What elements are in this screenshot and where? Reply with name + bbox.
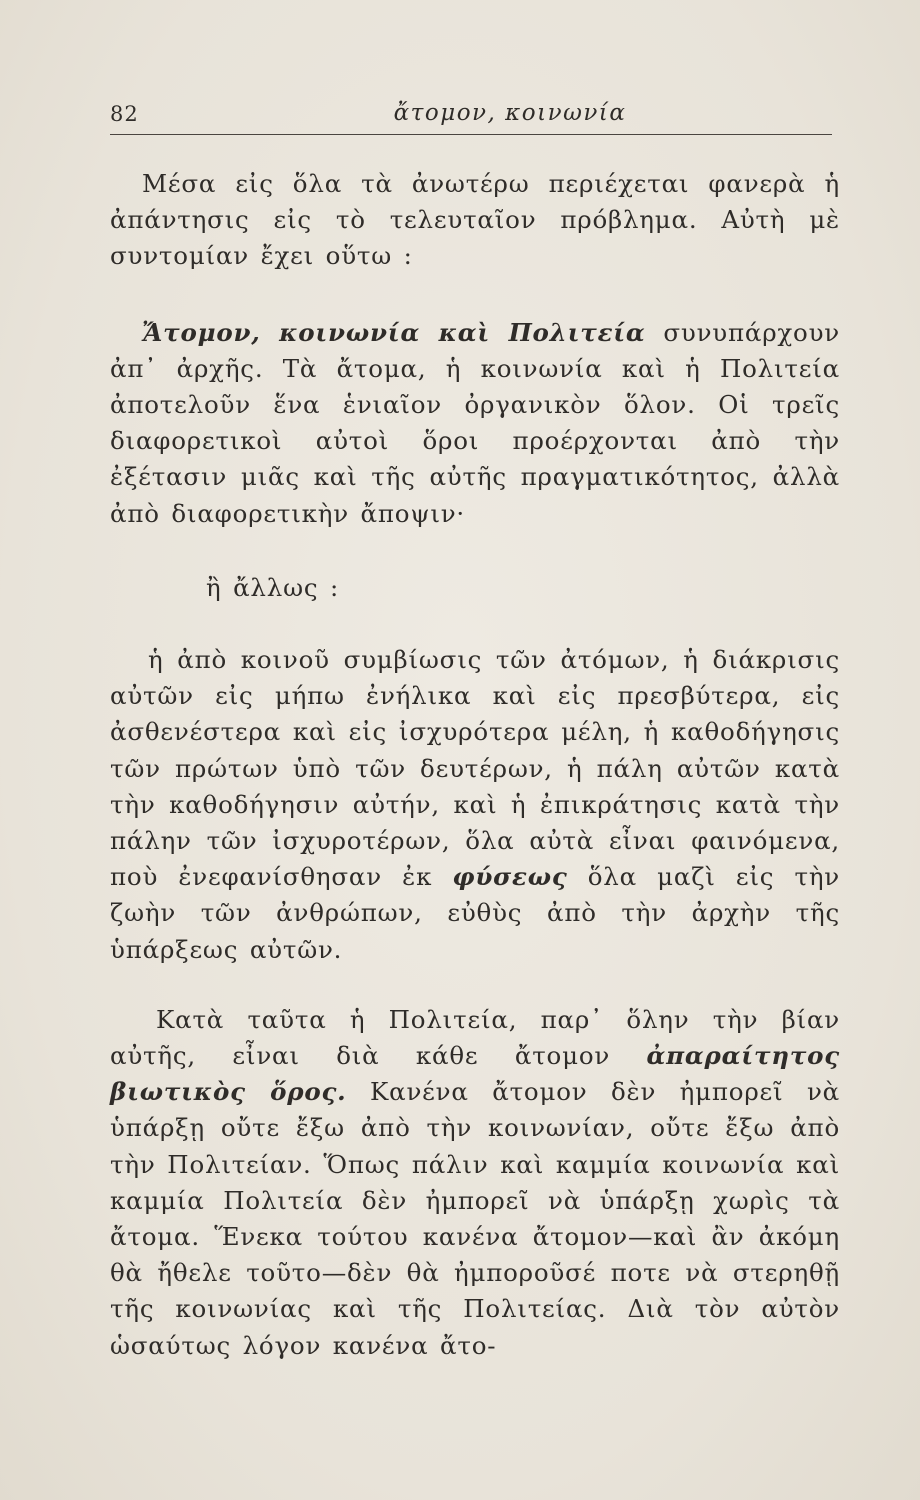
- paragraph-2-text: συνυπάρχουν ἀπ᾽ ἀρχῆς. Τὰ ἄτομα, ἡ κοινωνία καὶ ἡ Πολιτεία ἀποτελοῦν ἕνα ἑνιαῖον ὀργανικὸν ὅλον. Οἱ τρεῖς διαφορετικοὶ αὐτοὶ ὅροι προέρχονται ἀπὸ τὴν ἐξέτασιν μιᾶς καὶ τῆς αὐτῆς πραγματικότητος, ἀλλὰ ἀπὸ διαφορετικὴν ἄποψιν·: [110, 317, 840, 528]
- paragraph-3: ἢ ἄλλως :: [206, 572, 340, 602]
- paragraph-2: [110, 315, 840, 532]
- paragraph-5-text-b: Κανένα ἄτομον δὲν ἠμπορεῖ νὰ ὑπάρξῃ οὔτε ἔξω ἀπὸ τὴν κοινωνίαν, οὔτε ἔξω ἀπὸ τὴν Πολιτείαν. Ὅπως πάλιν καὶ καμμία κοινωνία καὶ καμμία Πολιτεία δὲν ἠμπορεῖ νὰ ὑπάρξῃ χωρὶς τὰ ἄτομα. Ἕνεκα τούτου κανένα ἄτομον—καὶ ἂν ἀκόμη θὰ ἤθελε τοῦτο—δὲν θὰ ἠμποροῦσέ ποτε νὰ στερηθῇ τῆς κοινωνίας καὶ τῆς Πολιτείας. Διὰ τὸν αὐτὸν ὡσαύτως λόγον κανένα ἄτο-: [110, 1077, 841, 1360]
- paragraph-4-emphasis: φύσεως: [452, 862, 568, 892]
- paragraph-2-emphasis: Ἄτομον, κοινωνία καὶ Πολιτεία: [142, 317, 646, 347]
- paragraph-1: Μέσα εἰς ὅλα τὰ ἀνωτέρω περιέχεται φανερὰ ἡ ἀπάντησις εἰς τὸ τελευταῖον πρόβλημα. Αὐτὴ μὲ συντομίαν ἔχει οὕτω :: [110, 169, 840, 271]
- paragraph-5: [110, 1002, 840, 1364]
- body-text: [110, 166, 840, 1364]
- running-title: ἄτομον, κοινωνία: [393, 100, 627, 126]
- paragraph-5-text-a: Κατὰ ταῦτα ἡ Πολιτεία, παρ᾽ ὅλην τὴν βίαν αὐτῆς, εἶναι διὰ κάθε ἄτομον: [110, 1004, 840, 1071]
- paragraph-4: [110, 642, 840, 968]
- running-header: [110, 98, 832, 135]
- paragraph-4-text-a: ἡ ἀπὸ κοινοῦ συμβίωσις τῶν ἀτόμων, ἡ διάκρισις αὐτῶν εἰς μήπω ἐνήλικα καὶ εἰς πρεσβύτερα, εἰς ἀσθενέστερα καὶ εἰς ἰσχυρότερα μέλη, ἡ καθοδήγησις τῶν πρώτων ὑπὸ τῶν δευτέρων, ἡ πάλη αὐτῶν κατὰ τὴν καθοδήγησιν αὐτήν, καὶ ἡ ἐπικράτησις κατὰ τὴν πάλην τῶν ἰσχυροτέρων, ὅλα αὐτὰ εἶναι φαινόμενα, ποὺ ἐνεφανίσθησαν ἐκ: [110, 645, 840, 892]
- paragraph-5-emphasis: ἀπαραίτητος βιωτικὸς ὅρος.: [110, 1041, 840, 1107]
- paragraph-4-text-b: ὅλα μαζὶ εἰς τὴν ζωὴν τῶν ἀνθρώπων, εὐθὺς ἀπὸ τὴν ἀρχὴν τῆς ὑπάρξεως αὐτῶν.: [110, 862, 840, 964]
- page-number: 82: [110, 102, 139, 126]
